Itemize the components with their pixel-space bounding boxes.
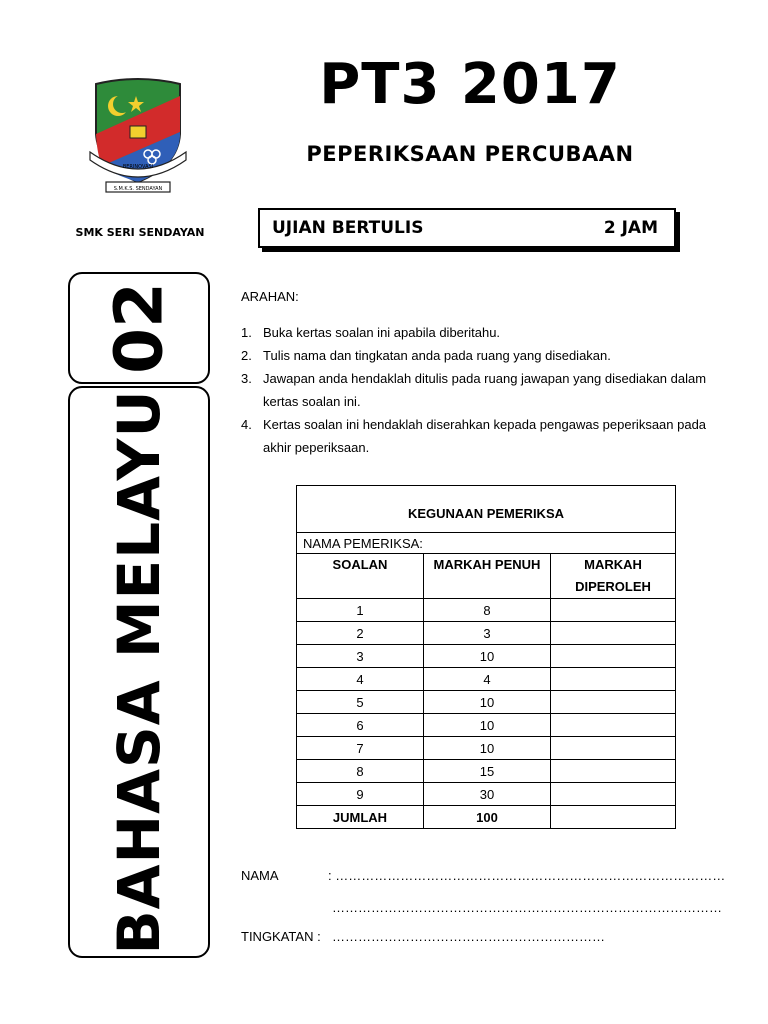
table-row: 8 15 [297, 760, 676, 783]
crest-motto: BERINOVASI [122, 164, 154, 170]
paper-label: UJIAN BERTULIS [272, 218, 424, 238]
table-row: 4 4 [297, 668, 676, 691]
instruction-item: 3. Jawapan anda hendaklah ditulis pada ruang jawapan yang disediakan dalam kertas soalan ini. [241, 371, 707, 409]
header-question: SOALAN [297, 554, 424, 599]
school-name: SMK SERI SENDAYAN [75, 226, 205, 239]
subject-box [68, 386, 210, 958]
total-obtained-cell[interactable] [551, 806, 676, 829]
marks-obtained-cell[interactable] [551, 668, 676, 691]
examiner-name-label: NAMA PEMERIKSA: [297, 533, 676, 554]
marks-obtained-cell[interactable] [551, 783, 676, 806]
marks-obtained-cell[interactable] [551, 691, 676, 714]
table-row: 9 30 [297, 783, 676, 806]
table-row: 7 10 [297, 737, 676, 760]
paper-duration: 2 JAM [603, 218, 658, 238]
name-label: NAMA [241, 868, 279, 883]
examiner-table [296, 485, 676, 829]
class-label: TINGKATAN : [241, 929, 321, 944]
page-subtitle: PEPERIKSAAN PERCUBAAN [306, 142, 634, 166]
table-row: 6 10 [297, 714, 676, 737]
instructions-title: ARAHAN: [241, 289, 299, 304]
instruction-item: 1. Buka kertas soalan ini apabila diberitahu. [241, 325, 501, 340]
table-title: KEGUNAAN PEMERIKSA [297, 486, 676, 533]
class-field-line[interactable]: ……………………………………………………… [332, 929, 605, 944]
table-row: 3 10 [297, 645, 676, 668]
table-total-row [297, 806, 676, 829]
instruction-item: 4. Kertas soalan ini hendaklah diserahkan kepada pengawas peperiksaan pada akhir peperiksaan. [241, 417, 707, 455]
page-title: PT3 2017 [319, 52, 621, 117]
school-crest-logo [88, 74, 188, 199]
instruction-item: 2. Tulis nama dan tingkatan anda pada ruang yang disediakan. [241, 348, 611, 363]
paper-info-box [258, 208, 676, 248]
table-row: 2 3 [297, 622, 676, 645]
marks-obtained-cell[interactable] [551, 645, 676, 668]
header-full-marks: MARKAH PENUH [424, 554, 551, 599]
marks-obtained-cell[interactable] [551, 622, 676, 645]
crest-text: S.M.K.S. SENDAYAN [113, 186, 163, 192]
total-value: 100 [424, 806, 551, 829]
name-field-line-1[interactable]: : ……………………………………………………………………………… [328, 868, 726, 883]
total-label: JUMLAH [297, 806, 424, 829]
marks-obtained-cell[interactable] [551, 599, 676, 622]
paper-code: 02 [100, 282, 178, 374]
header-marks-obtained: MARKAH DIPEROLEH [551, 554, 676, 599]
name-field-line-2[interactable]: ……………………………………………………………………………… [332, 900, 722, 915]
marks-obtained-cell[interactable] [551, 737, 676, 760]
table-row: 1 8 [297, 599, 676, 622]
table-row: 5 10 [297, 691, 676, 714]
marks-obtained-cell[interactable] [551, 760, 676, 783]
subject-name: BAHASA MELAYU [105, 389, 173, 955]
instructions-list [241, 321, 721, 459]
paper-code-box [68, 272, 210, 384]
marks-obtained-cell[interactable] [551, 714, 676, 737]
